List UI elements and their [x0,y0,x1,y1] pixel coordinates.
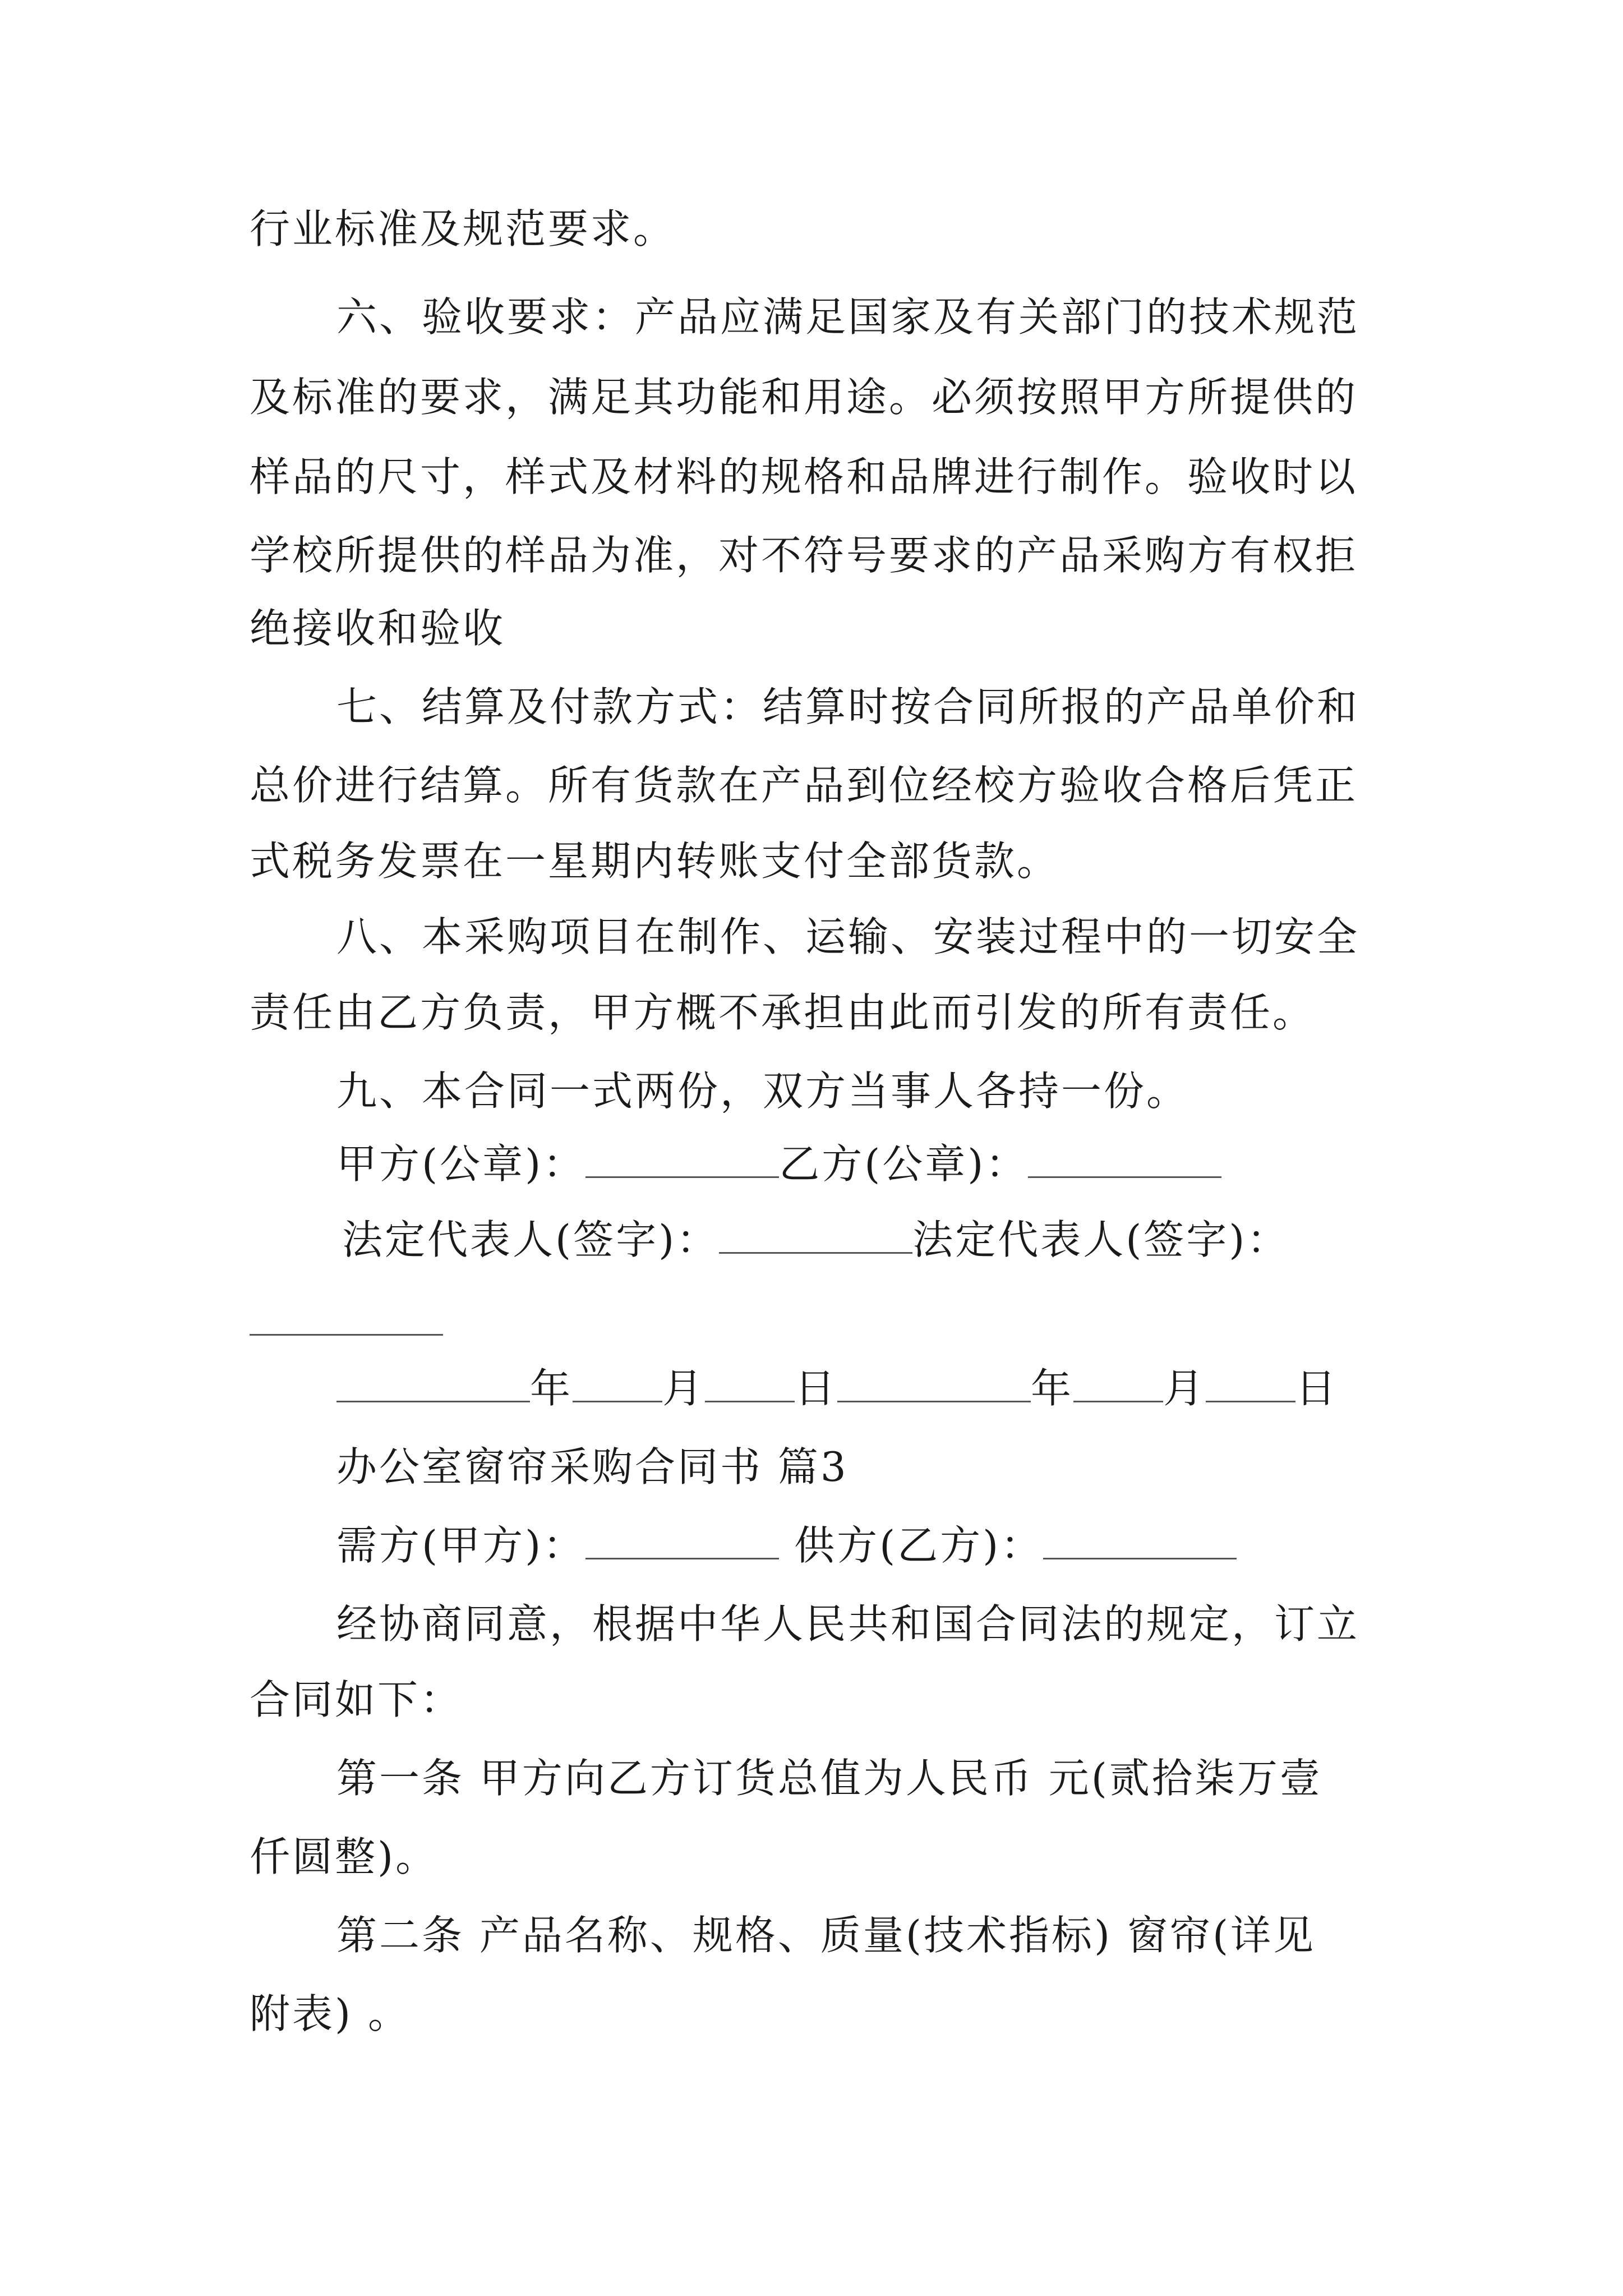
party-b-seal-label: 乙方(公章)： [779,1140,1029,1188]
date-a-year-blank [336,1366,530,1402]
paragraph-line: 仟圆整)。 [250,1833,439,1880]
parties-line [336,1520,1237,1571]
legal-rep-line [342,1214,1289,1265]
clause-six-heading: 六、验收要求：产品应满足国家及有关部门的技术规范 [336,293,1360,341]
month-label: 月 [1163,1365,1206,1412]
legal-rep-a-blank [719,1217,912,1254]
paragraph-line: 附表) 。 [250,1990,411,2037]
paragraph-line: 式税务发票在一星期内转账支付全部货款。 [250,838,1060,885]
date-b-day-blank [1206,1366,1295,1402]
article-two: 第二条 产品名称、规格、质量(技术指标) 窗帘(详见 [336,1912,1316,1959]
paragraph-line: 绝接收和验收 [250,605,506,652]
article-one: 第一条 甲方向乙方订货总值为人民币 元(贰拾柒万壹 [336,1755,1322,1802]
section-title: 办公室窗帘采购合同书 篇3 [336,1443,849,1490]
legal-rep-b-label: 法定代表人(签字)： [912,1216,1290,1263]
month-label: 月 [662,1365,706,1412]
date-b-year-blank [837,1366,1031,1402]
date-a-month-blank [573,1366,662,1402]
supplier-label: 供方(乙方)： [794,1522,1044,1569]
year-label: 年 [530,1365,573,1412]
agreement-intro: 经协商同意，根据中华人民共和国合同法的规定，订立 [336,1600,1360,1648]
paragraph-line: 学校所提供的样品为准，对不符号要求的产品采购方有权拒 [250,532,1358,579]
paragraph-line: 总价进行结算。所有货款在产品到位经校方验收合格后凭正 [250,762,1358,809]
day-label: 日 [1295,1365,1339,1412]
party-a-seal-label: 甲方(公章)： [336,1140,586,1188]
seal-line [336,1139,1221,1189]
buyer-blank [585,1523,779,1559]
clause-eight-heading: 八、本采购项目在制作、运输、安装过程中的一切安全 [336,913,1360,960]
date-line [336,1363,1338,1414]
clause-nine-heading: 九、本合同一式两份，双方当事人各持一份。 [336,1068,1189,1115]
day-label: 日 [795,1365,838,1412]
paragraph-line: 责任由乙方负责，甲方概不承担由此而引发的所有责任。 [250,989,1316,1036]
legal-rep-a-label: 法定代表人(签字)： [342,1216,720,1263]
date-a-day-blank [705,1366,795,1402]
clause-seven-heading: 七、结算及付款方式：结算时按合同所报的产品单价和 [336,683,1360,730]
legal-rep-b-blank [250,1334,443,1336]
party-b-seal-blank [1028,1142,1221,1178]
year-label: 年 [1031,1365,1074,1412]
paragraph-line: 行业标准及规范要求。 [250,205,676,252]
buyer-label: 需方(甲方)： [336,1522,586,1569]
paragraph-line: 合同如下： [250,1676,463,1723]
date-b-month-blank [1073,1366,1163,1402]
party-a-seal-blank [585,1142,779,1178]
supplier-blank [1043,1523,1237,1559]
paragraph-line: 样品的尺寸，样式及材料的规格和品牌进行制作。验收时以 [250,453,1358,500]
paragraph-line: 及标准的要求，满足其功能和用途。必须按照甲方所提供的 [250,374,1358,421]
